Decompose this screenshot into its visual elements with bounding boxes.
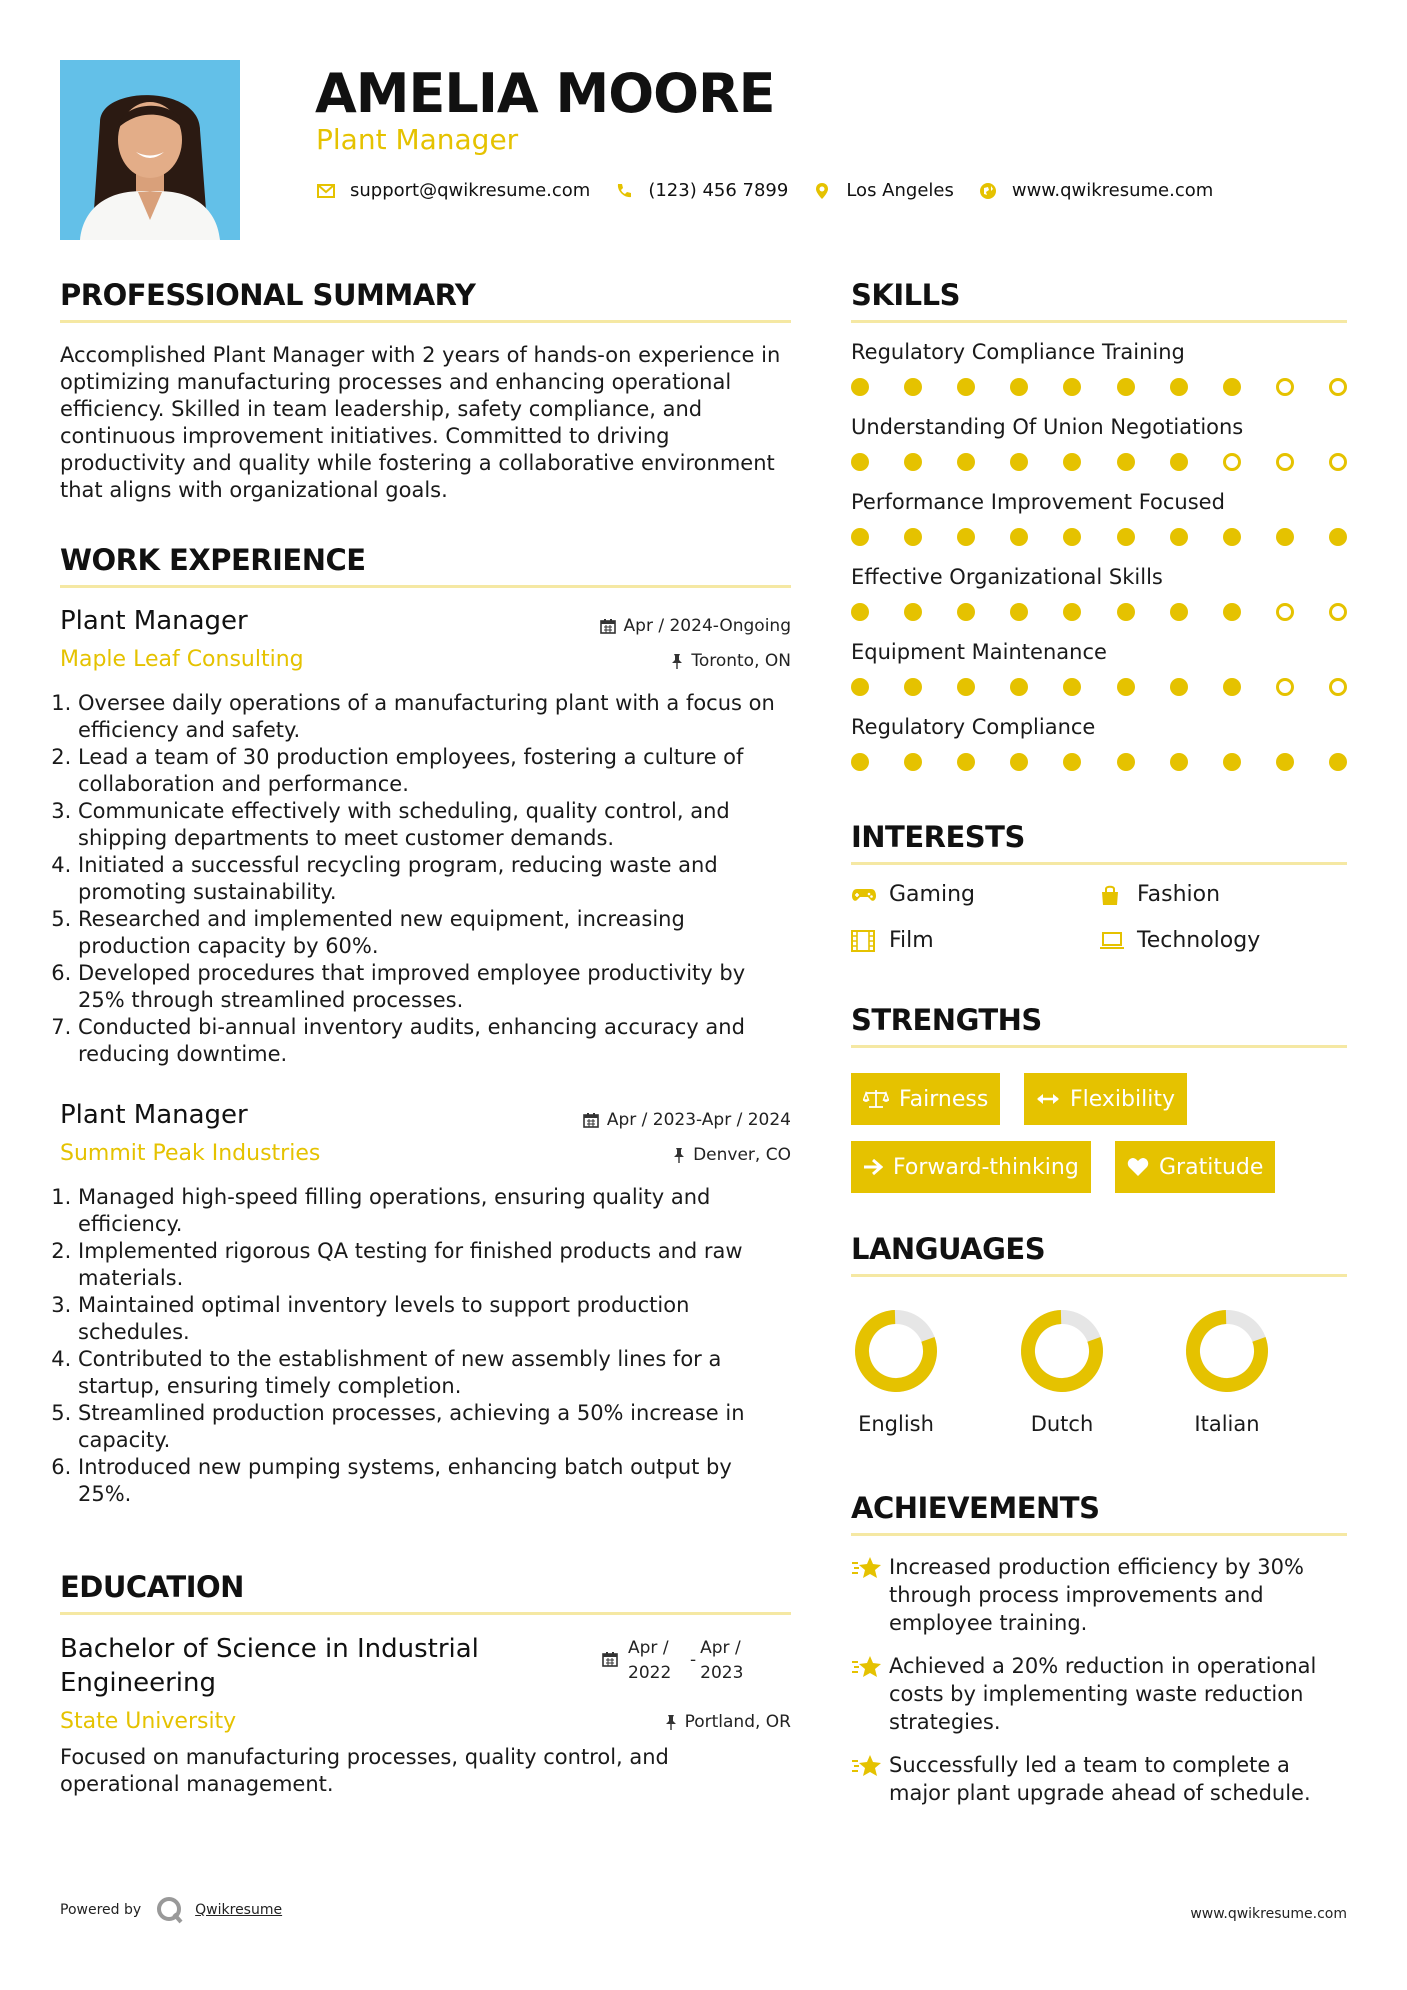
rating-dot-filled — [1223, 603, 1241, 621]
rating-dot-filled — [957, 378, 975, 396]
rating-dot-filled — [1117, 378, 1135, 396]
job-dates-text: Apr / 2024-Ongoing — [623, 616, 791, 636]
contact-phone[interactable] — [614, 180, 788, 201]
education-location — [665, 1712, 791, 1732]
rating-dot-filled — [1117, 603, 1135, 621]
skill-name: Performance Improvement Focused — [851, 490, 1225, 514]
shopping-bag-icon — [1099, 884, 1127, 906]
job-title: Plant Manager — [60, 1100, 248, 1130]
pushpin-icon — [671, 653, 683, 669]
rating-dot-empty — [1223, 453, 1241, 471]
rating-dot-filled — [904, 753, 922, 771]
calendar-icon — [602, 1636, 618, 1675]
rating-dot-filled — [851, 453, 869, 471]
rating-dot-filled — [1170, 378, 1188, 396]
interest-label: Technology — [1137, 928, 1261, 953]
contact-location — [812, 180, 954, 201]
achievement-item — [851, 1652, 1347, 1736]
education-location-text: Portland, OR — [684, 1712, 791, 1732]
rating-dot-filled — [957, 753, 975, 771]
rating-dot-filled — [1063, 528, 1081, 546]
rating-dot-filled — [1329, 528, 1347, 546]
strengths-heading: STRENGTHS — [851, 1003, 1042, 1037]
globe-icon — [978, 181, 998, 201]
duty-item: 2. Lead a team of 30 production employees, fostering a culture of collaboration and performance. — [78, 744, 791, 798]
rating-dot-filled — [1170, 603, 1188, 621]
education-start: Apr / 2022 — [628, 1638, 672, 1683]
rating-dot-filled — [957, 528, 975, 546]
rating-dot-filled — [1063, 453, 1081, 471]
skill-name: Regulatory Compliance — [851, 715, 1096, 739]
job-duties-list — [60, 690, 791, 1068]
rating-dot-empty — [1276, 678, 1294, 696]
rating-dot-filled — [1010, 528, 1028, 546]
rating-dot-filled — [957, 678, 975, 696]
rating-dot-filled — [851, 528, 869, 546]
map-pin-icon — [812, 181, 832, 201]
phone-icon — [614, 181, 634, 201]
rating-dot-filled — [1117, 753, 1135, 771]
language-item — [1002, 1306, 1122, 1436]
job-location-text: Toronto, ON — [691, 651, 791, 671]
rating-dot-filled — [1063, 678, 1081, 696]
experience-divider — [60, 585, 791, 588]
job-location — [673, 1145, 791, 1165]
rating-dot-empty — [1329, 378, 1347, 396]
rating-dot-filled — [1117, 528, 1135, 546]
website-text: www.qwikresume.com — [1011, 180, 1214, 201]
rating-dot-filled — [1117, 678, 1135, 696]
rating-dot-filled — [904, 378, 922, 396]
calendar-icon — [600, 618, 616, 634]
rating-dot-filled — [1010, 603, 1028, 621]
achievement-text: Achieved a 20% reduction in operational costs by implementing waste reduction strategies. — [889, 1654, 1317, 1734]
education-end: Apr / 2023 — [700, 1638, 744, 1683]
language-item — [836, 1306, 956, 1436]
job-duties-list — [60, 1184, 791, 1508]
rating-dot-filled — [851, 603, 869, 621]
school-name: State University — [60, 1709, 237, 1734]
skill-rating — [851, 753, 1347, 771]
rating-dot-filled — [851, 378, 869, 396]
gamepad-icon — [851, 887, 879, 903]
interest-film — [851, 928, 934, 953]
degree-name: Bachelor of Science in Industrial Engineering — [60, 1634, 479, 1698]
star-icon — [851, 1652, 889, 1736]
achievements-heading: ACHIEVEMENTS — [851, 1491, 1100, 1525]
rating-dot-filled — [1117, 453, 1135, 471]
summary-text: Accomplished Plant Manager with 2 years of hands-on experience in optimizing manufacturing processes and enhancing operational efficiency. Skilled in team leadership, safety compliance, and continuous improvement initiatives. Committed to driving productivity and quality while fostering a collaborative environment that aligns with organizational goals. — [60, 343, 781, 502]
contact-website[interactable] — [978, 180, 1213, 201]
skill-rating — [851, 603, 1347, 621]
interest-gaming — [851, 882, 975, 907]
duty-item: 7. Conducted bi-annual inventory audits, enhancing accuracy and reducing downtime. — [78, 1014, 791, 1068]
strength-forward-thinking — [851, 1141, 1091, 1193]
location-text: Los Angeles — [846, 180, 954, 201]
job-dates — [600, 616, 791, 636]
strength-gratitude — [1115, 1141, 1275, 1193]
interest-label: Fashion — [1137, 882, 1221, 907]
skill-name: Equipment Maintenance — [851, 640, 1107, 664]
rating-dot-filled — [1170, 453, 1188, 471]
contact-bar — [316, 180, 1237, 201]
pushpin-icon — [665, 1714, 677, 1730]
language-name: English — [858, 1412, 934, 1436]
rating-dot-empty — [1276, 603, 1294, 621]
arrows-horizontal-icon — [1036, 1092, 1060, 1106]
languages-divider — [851, 1274, 1347, 1277]
languages-heading: LANGUAGES — [851, 1232, 1046, 1266]
skills-heading: SKILLS — [851, 278, 960, 312]
rating-dot-filled — [1329, 753, 1347, 771]
language-donut — [1017, 1306, 1107, 1396]
interest-fashion — [1099, 882, 1220, 907]
balance-scale-icon — [863, 1088, 889, 1110]
arrow-right-icon — [863, 1158, 883, 1176]
rating-dot-empty — [1329, 453, 1347, 471]
duty-item: 4. Contributed to the establishment of new assembly lines for a startup, ensuring timely completion. — [78, 1346, 791, 1400]
rating-dot-empty — [1329, 603, 1347, 621]
language-donut — [1182, 1306, 1272, 1396]
rating-dot-filled — [1223, 378, 1241, 396]
rating-dot-filled — [1223, 528, 1241, 546]
rating-dot-filled — [904, 528, 922, 546]
star-icon — [851, 1553, 889, 1637]
education-divider — [60, 1612, 791, 1615]
interests-divider — [851, 862, 1347, 865]
interest-label: Gaming — [889, 882, 975, 907]
strength-label: Gratitude — [1159, 1154, 1264, 1180]
skill-name: Regulatory Compliance Training — [851, 340, 1185, 364]
brand-link[interactable]: Qwikresume — [195, 1902, 283, 1918]
job-location — [671, 651, 791, 671]
language-donut — [851, 1306, 941, 1396]
rating-dot-filled — [1010, 753, 1028, 771]
job-dates-text: Apr / 2023-Apr / 2024 — [606, 1110, 791, 1130]
envelope-icon — [316, 181, 336, 201]
duty-item: 6. Developed procedures that improved employee productivity by 25% through streamlined processes. — [78, 960, 791, 1014]
rating-dot-filled — [1276, 753, 1294, 771]
profile-photo — [60, 60, 240, 240]
achievement-item — [851, 1751, 1347, 1807]
job-location-text: Denver, CO — [693, 1145, 791, 1165]
rating-dot-filled — [1170, 528, 1188, 546]
duty-item: 2. Implemented rigorous QA testing for finished products and raw materials. — [78, 1238, 791, 1292]
footer-powered-by — [60, 1895, 282, 1925]
duty-item: 5. Researched and implemented new equipment, increasing production capacity by 60%. — [78, 906, 791, 960]
rating-dot-filled — [904, 678, 922, 696]
strength-label: Fairness — [899, 1086, 989, 1112]
rating-dot-filled — [957, 453, 975, 471]
achievement-item — [851, 1553, 1347, 1637]
achievement-text: Successfully led a team to complete a major plant upgrade ahead of schedule. — [889, 1753, 1311, 1805]
summary-divider — [60, 320, 791, 323]
heart-icon — [1127, 1157, 1149, 1177]
rating-dot-filled — [1063, 378, 1081, 396]
rating-dot-filled — [1010, 678, 1028, 696]
company-name: Summit Peak Industries — [60, 1141, 321, 1166]
rating-dot-filled — [957, 603, 975, 621]
rating-dot-filled — [1170, 753, 1188, 771]
calendar-icon — [583, 1112, 599, 1128]
duty-item: 5. Streamlined production processes, achieving a 50% increase in capacity. — [78, 1400, 791, 1454]
language-name: Dutch — [1030, 1412, 1094, 1436]
date-separator: - — [690, 1650, 697, 1670]
laptop-icon — [1099, 932, 1127, 950]
language-item — [1167, 1306, 1287, 1436]
rating-dot-filled — [1170, 678, 1188, 696]
rating-dot-filled — [1223, 678, 1241, 696]
rating-dot-filled — [1276, 528, 1294, 546]
rating-dot-empty — [1276, 378, 1294, 396]
summary-heading: PROFESSIONAL SUMMARY — [60, 278, 476, 312]
education-dates — [602, 1636, 758, 1686]
achievements-divider — [851, 1533, 1347, 1536]
interest-label: Film — [889, 928, 934, 953]
education-description: Focused on manufacturing processes, quality control, and operational management. — [60, 1745, 669, 1796]
rating-dot-filled — [1010, 453, 1028, 471]
powered-by-text: Powered by — [60, 1902, 142, 1918]
duty-item: 1. Managed high-speed filling operations, ensuring quality and efficiency. — [78, 1184, 791, 1238]
email-text: support@qwikresume.com — [350, 180, 591, 201]
strength-label: Flexibility — [1070, 1086, 1175, 1112]
skill-rating — [851, 453, 1347, 471]
job-dates — [583, 1110, 791, 1130]
skill-rating — [851, 378, 1347, 396]
candidate-name: AMELIA MOORE — [315, 62, 775, 125]
skill-rating — [851, 678, 1347, 696]
skill-rating — [851, 528, 1347, 546]
rating-dot-filled — [1223, 753, 1241, 771]
strength-label: Forward-thinking — [893, 1154, 1079, 1180]
interest-technology — [1099, 928, 1260, 953]
duty-item: 3. Communicate effectively with scheduling, quality control, and shipping departments to meet customer demands. — [78, 798, 791, 852]
contact-email[interactable] — [316, 180, 590, 201]
education-heading: EDUCATION — [60, 1570, 244, 1604]
phone-text: (123) 456 7899 — [648, 180, 789, 201]
skills-divider — [851, 320, 1347, 323]
rating-dot-filled — [904, 603, 922, 621]
duty-item: 4. Initiated a successful recycling program, reducing waste and promoting sustainability. — [78, 852, 791, 906]
star-icon — [851, 1751, 889, 1807]
rating-dot-filled — [851, 753, 869, 771]
skill-name: Effective Organizational Skills — [851, 565, 1163, 589]
strength-fairness — [851, 1073, 1000, 1125]
candidate-title: Plant Manager — [316, 123, 519, 156]
company-name: Maple Leaf Consulting — [60, 647, 304, 672]
rating-dot-filled — [1063, 603, 1081, 621]
skill-name: Understanding Of Union Negotiations — [851, 415, 1244, 439]
rating-dot-filled — [851, 678, 869, 696]
duty-item: 3. Maintained optimal inventory levels to support production schedules. — [78, 1292, 791, 1346]
rating-dot-empty — [1329, 678, 1347, 696]
job-title: Plant Manager — [60, 606, 248, 636]
pushpin-icon — [673, 1147, 685, 1163]
experience-heading: WORK EXPERIENCE — [60, 543, 366, 577]
duty-item: 6. Introduced new pumping systems, enhancing batch output by 25%. — [78, 1454, 791, 1508]
interests-heading: INTERESTS — [851, 820, 1025, 854]
rating-dot-filled — [1063, 753, 1081, 771]
rating-dot-empty — [1276, 453, 1294, 471]
film-icon — [851, 930, 879, 952]
language-name: Italian — [1194, 1412, 1260, 1436]
footer-website[interactable]: www.qwikresume.com — [1190, 1906, 1347, 1922]
achievement-text: Increased production efficiency by 30% through process improvements and employee training. — [889, 1555, 1304, 1635]
strength-flexibility — [1024, 1073, 1187, 1125]
qwikresume-logo-icon — [155, 1895, 185, 1925]
duty-item: 1. Oversee daily operations of a manufacturing plant with a focus on efficiency and safety. — [78, 690, 791, 744]
rating-dot-filled — [1010, 378, 1028, 396]
strengths-divider — [851, 1045, 1347, 1048]
rating-dot-filled — [904, 453, 922, 471]
